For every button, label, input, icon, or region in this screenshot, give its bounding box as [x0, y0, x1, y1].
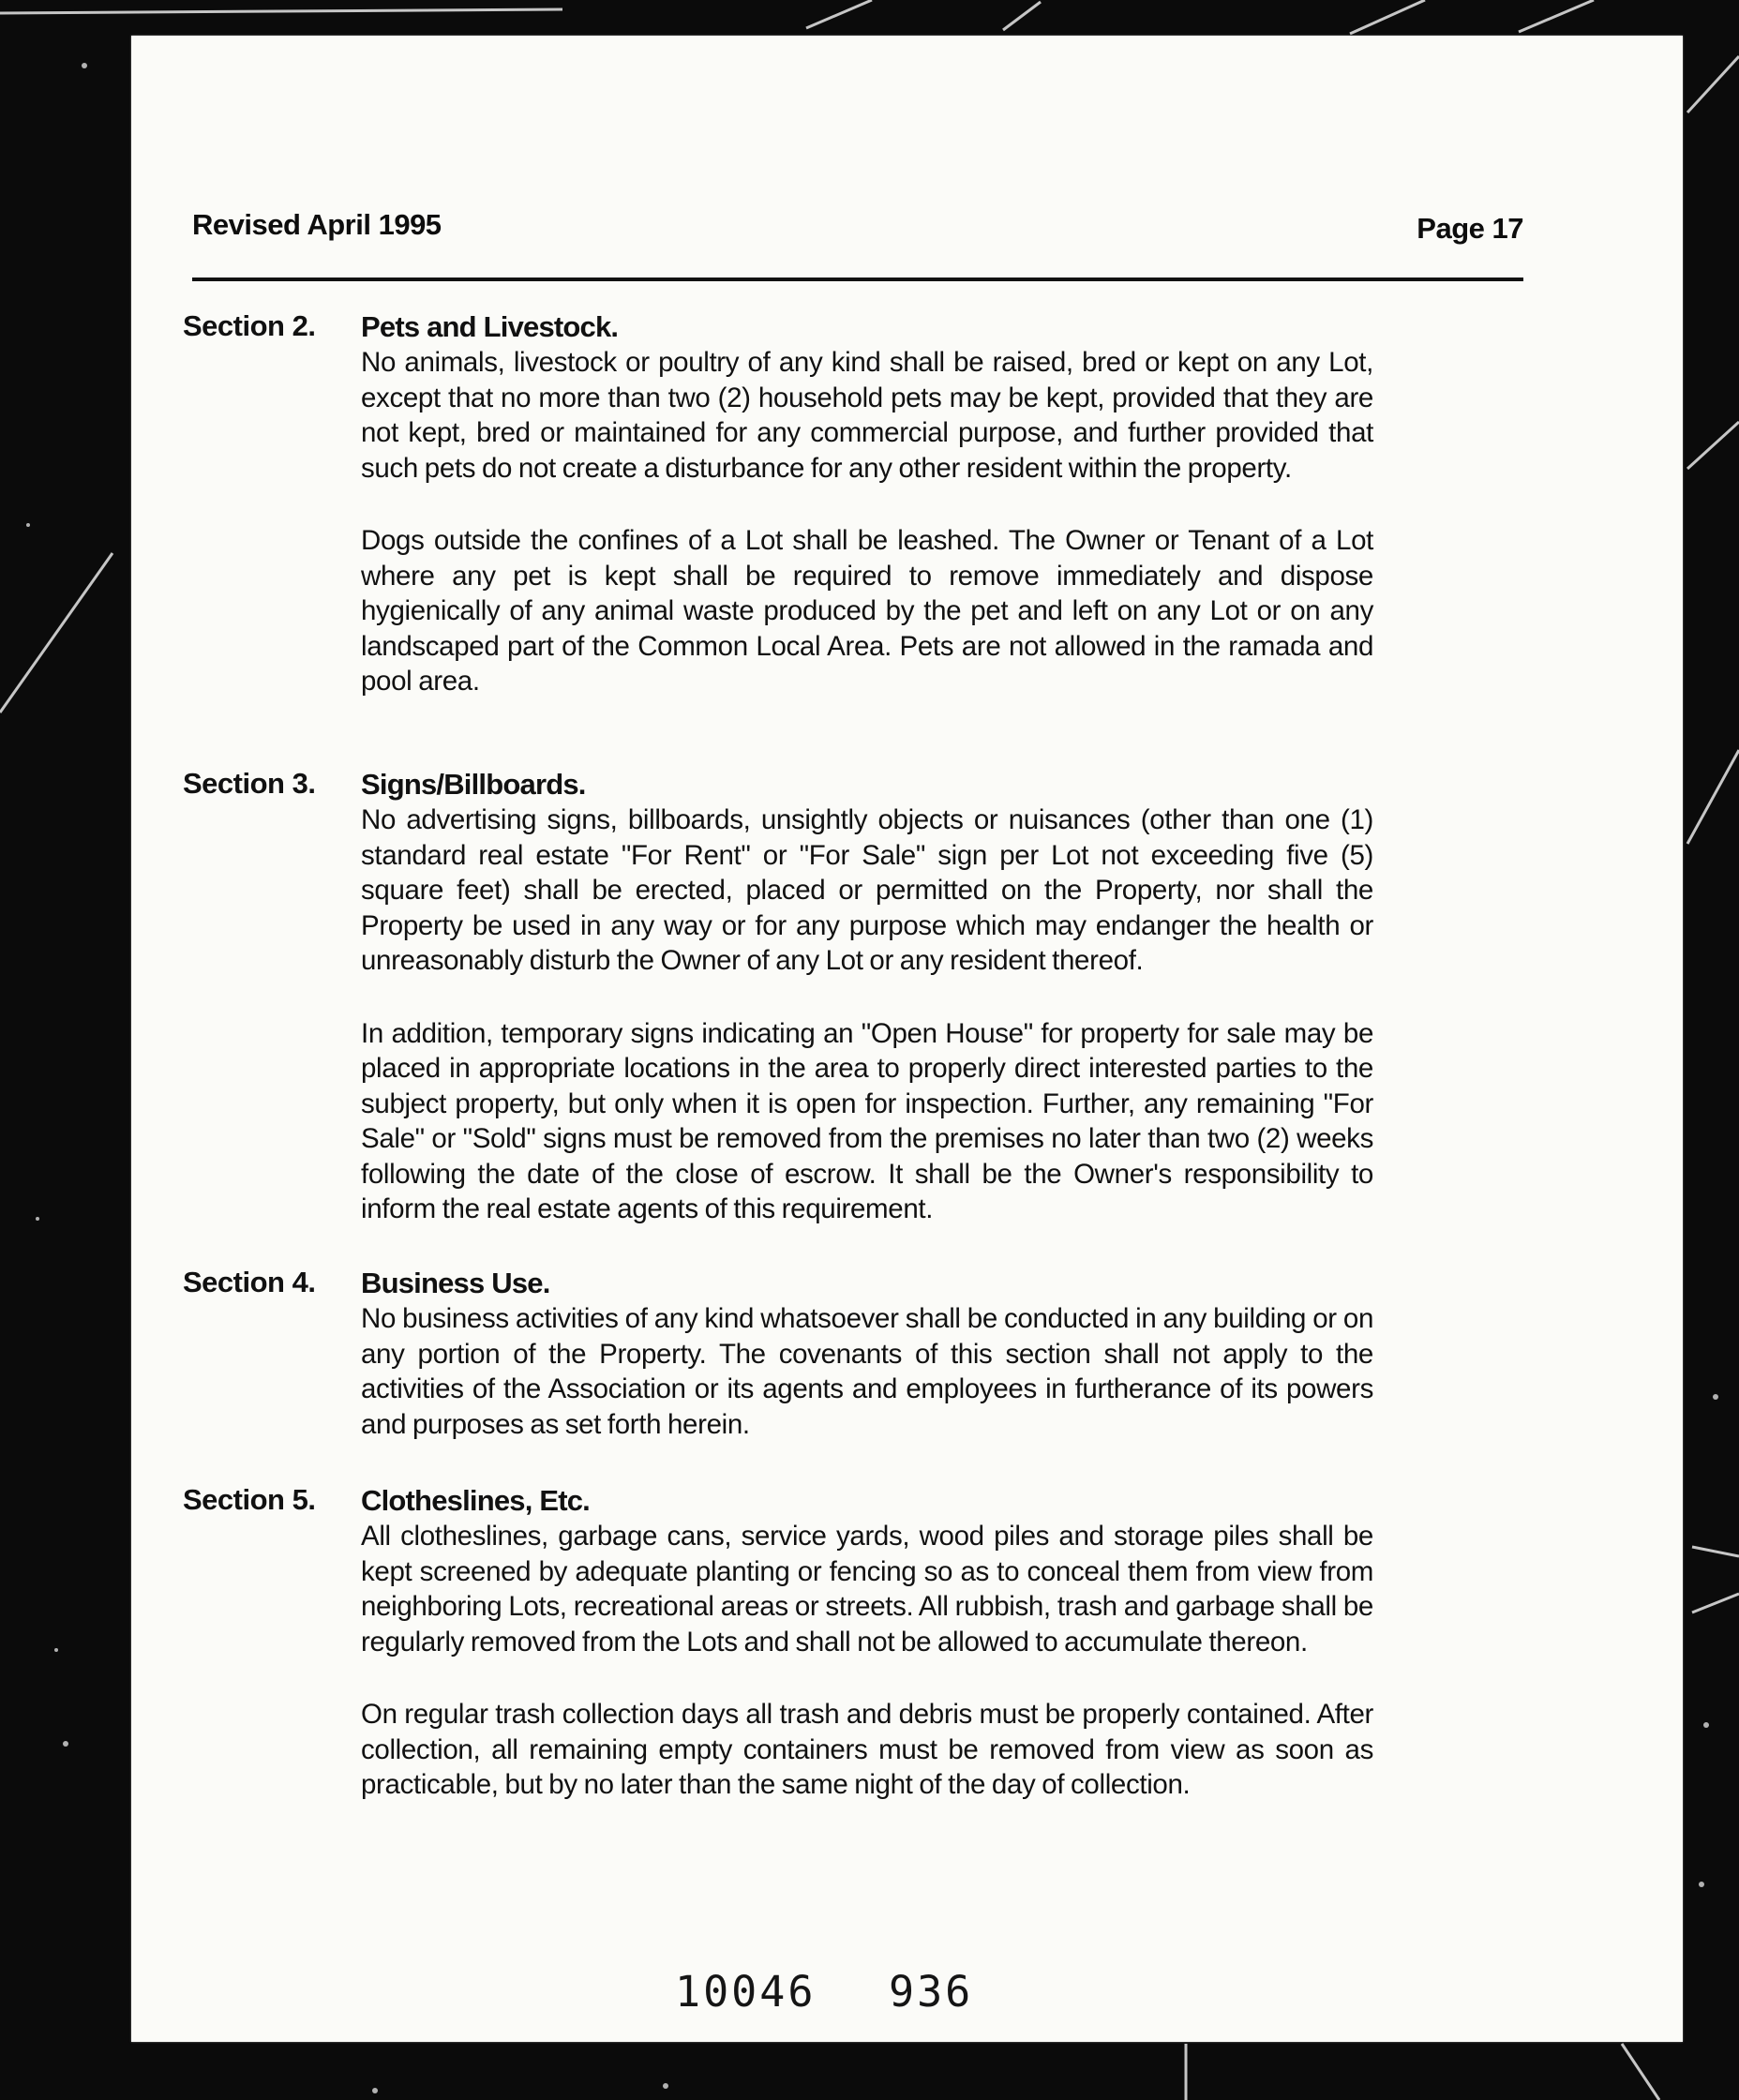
- page-number: Page 17: [1417, 212, 1523, 245]
- section-label: Section 4.: [183, 1266, 316, 1298]
- recording-page-number: 936: [889, 1967, 974, 2017]
- revision-date: Revised April 1995: [192, 208, 442, 241]
- section-title: Clotheslines, Etc.: [361, 1484, 590, 1517]
- section-title: Signs/Billboards.: [361, 768, 586, 801]
- section-label: Section 2.: [183, 309, 316, 342]
- page-header: [192, 208, 1523, 264]
- section-body: [361, 1483, 1373, 1803]
- header-divider: [192, 278, 1523, 281]
- section-body: [361, 1266, 1373, 1442]
- section-body: [361, 309, 1373, 699]
- section-paragraph: No business activities of any kind whatsoever shall be conducted in any building or on any portion of the Property. The covenants of this section shall not apply to the activities of the Association or its agents and employees in furtherance of its powers and purposes as set forth herein.: [361, 1303, 1373, 1440]
- section-body: [361, 767, 1373, 1227]
- section-title: Pets and Livestock.: [361, 310, 619, 343]
- section-paragraph: Dogs outside the confines of a Lot shall be leashed. The Owner or Tenant of a Lot where any pet is kept shall be required to remove immediately and dispose hygienically of any animal waste produced by the pet and left on any Lot or on any landscaped part of the Common Local Area. Pets are not allowed in the ramada and pool area.: [361, 525, 1373, 697]
- section-paragraph: No advertising signs, billboards, unsightly objects or nuisances (other than one (1) standard real estate "For Rent" or "For Sale" sign per Lot not exceeding five (5) square feet) shall be erected, placed or permitted on the Property, nor shall the Property be used in any way or for any purpose which may endanger the health or unreasonably disturb the Owner of any Lot or any resident thereof.: [361, 804, 1373, 976]
- section-paragraph: On regular trash collection days all trash and debris must be properly contained. After collection, all remaining empty containers must be removed from view as soon as practicable, but by no later than the same night of the day of collection.: [361, 1699, 1373, 1800]
- section-label: Section 3.: [183, 767, 316, 800]
- section-label: Section 5.: [183, 1483, 316, 1516]
- section-paragraph: In addition, temporary signs indicating an "Open House" for property for sale may be placed in appropriate locations in the area to properly direct interested parties to the subject property, but only when it is open for inspection. Further, any remaining "For Sale" or "Sold" signs must be removed from the premises no later than two (2) weeks following the date of the close of escrow. It shall be the Owner's responsibility to inform the real estate agents of this requirement.: [361, 1017, 1373, 1224]
- recording-book-number: 10046: [675, 1967, 817, 2017]
- section-title: Business Use.: [361, 1267, 550, 1299]
- section-paragraph: All clotheslines, garbage cans, service yards, wood piles and storage piles shall be kept screened by adequate planting or fencing so as to conceal them from view from neighboring Lots, recreational areas or streets. All rubbish, trash and garbage shall be regularly removed from the Lots and shall not be allowed to accumulate thereon.: [361, 1521, 1373, 1658]
- section-paragraph: No animals, livestock or poultry of any kind shall be raised, bred or kept on any Lot, except that no more than two (2) household pets may be kept, provided that they are not kept, bred or maintained for any commercial purpose, and further provided that such pets do not create a disturbance for any other resident within the property.: [361, 347, 1373, 484]
